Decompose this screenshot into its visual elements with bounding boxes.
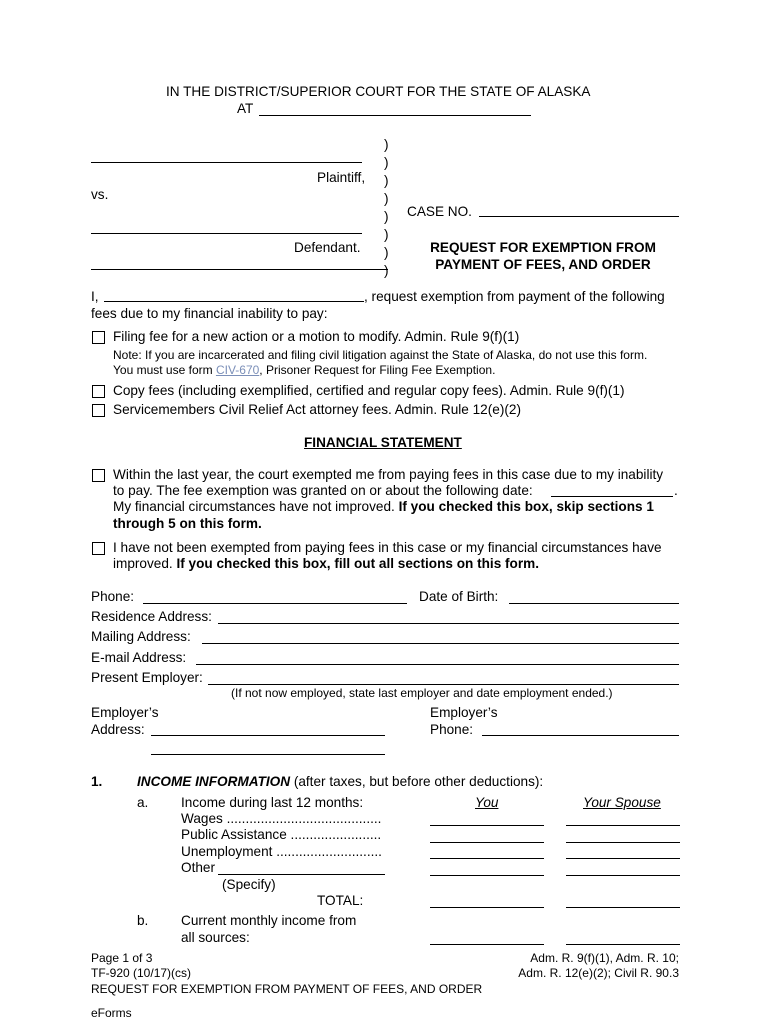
filing-fee-text: Filing fee for a new action or a motion to modify. Admin. Rule 9(f)(1): [113, 329, 520, 344]
phone-field[interactable]: [143, 603, 407, 604]
dob-field[interactable]: [509, 603, 679, 604]
footer-rules-line2: Adm. R. 12(e)(2); Civil R. 90.3: [518, 966, 679, 980]
employer-note: (If not now employed, state last employer and date employment ended.): [231, 686, 613, 700]
public-assistance-spouse-field[interactable]: [566, 842, 680, 843]
monthly-you-field[interactable]: [430, 944, 544, 945]
public-assistance-label: Public Assistance ........................: [181, 827, 382, 842]
dob-label: Date of Birth:: [419, 589, 499, 604]
mailing-label: Mailing Address:: [91, 629, 191, 644]
footer-form-id: TF-920 (10/17)(cs): [91, 966, 192, 980]
location-field[interactable]: [259, 115, 531, 116]
opt1-line2-end: .: [674, 483, 678, 498]
applicant-name-field[interactable]: [104, 301, 364, 302]
section-1-number: 1.: [91, 774, 103, 789]
unemployment-label: Unemployment ............................: [181, 844, 382, 859]
residence-field[interactable]: [218, 623, 679, 624]
civ-670-link[interactable]: CIV-670: [215, 363, 260, 377]
previously-exempted-checkbox[interactable]: [92, 469, 105, 482]
exemption-date-field[interactable]: [551, 496, 673, 497]
servicemembers-checkbox[interactable]: [92, 404, 105, 417]
footer-form-title: REQUEST FOR EXEMPTION FROM PAYMENT OF FEES, AND ORDER: [91, 982, 483, 996]
financial-statement-heading: FINANCIAL STATEMENT: [304, 435, 462, 450]
intro-line2: fees due to my financial inability to pay:: [91, 306, 328, 321]
footer-page: Page 1 of 3: [91, 951, 153, 965]
employer-phone-field[interactable]: [482, 735, 679, 736]
defendant-label: Defendant.: [294, 240, 361, 255]
email-label: E-mail Address:: [91, 650, 187, 665]
court-title: IN THE DISTRICT/SUPERIOR COURT FOR THE STATE OF ALASKA: [166, 84, 591, 99]
vs-label: vs.: [91, 187, 109, 202]
case-no-field[interactable]: [479, 216, 679, 217]
employer-address-field-1[interactable]: [151, 735, 385, 736]
footer-rules-line1: Adm. R. 9(f)(1), Adm. R. 10;: [530, 951, 679, 965]
intro-i-label: I,: [91, 289, 99, 304]
other-specify-field[interactable]: [218, 874, 385, 875]
specify-label: (Specify): [222, 877, 276, 892]
income-a-label: a.: [137, 795, 149, 810]
opt2-line1: I have not been exempted from paying fees in this case or my financial circumstances have: [113, 540, 662, 555]
opt1-line4: through 5 on this form.: [113, 516, 262, 531]
intro-request-text: , request exemption from payment of the following: [364, 289, 665, 304]
employer-address-field-2[interactable]: [151, 754, 385, 755]
total-spouse-field[interactable]: [566, 907, 680, 908]
employers-label-1: Employer’s: [91, 705, 159, 720]
copy-fees-text: Copy fees (including exemplified, certified and regular copy fees). Admin. Rule 9(f)(1): [113, 383, 625, 398]
unemployment-spouse-field[interactable]: [566, 858, 680, 859]
wages-label: Wages .........................................: [181, 811, 382, 826]
opt2-line2: improved. If you checked this box, fill out all sections on this form.: [113, 556, 540, 571]
not-exempted-checkbox[interactable]: [92, 542, 105, 555]
copy-fees-checkbox[interactable]: [92, 385, 105, 398]
unemployment-you-field[interactable]: [430, 858, 544, 859]
income-a-text: Income during last 12 months:: [181, 795, 364, 810]
servicemembers-text: Servicemembers Civil Relief Act attorney fees. Admin. Rule 12(e)(2): [113, 402, 521, 417]
doc-title-line1: REQUEST FOR EXEMPTION FROM: [430, 240, 656, 255]
other-spouse-field[interactable]: [566, 875, 680, 876]
mailing-field[interactable]: [202, 643, 679, 644]
caption-bottom-rule: [91, 269, 388, 270]
employer-phone-label: Phone:: [430, 722, 474, 737]
monthly-spouse-field[interactable]: [566, 944, 680, 945]
case-no-label: CASE NO.: [407, 204, 472, 219]
plaintiff-name-field[interactable]: [91, 162, 362, 163]
other-you-field[interactable]: [430, 875, 544, 876]
wages-spouse-field[interactable]: [566, 825, 680, 826]
opt1-line2: to pay. The fee exemption was granted on or about the following date:: [113, 483, 533, 498]
col-you: You: [475, 795, 499, 810]
plaintiff-label: Plaintiff,: [317, 170, 366, 185]
employer-address-label: Address:: [91, 722, 145, 737]
income-heading: INCOME INFORMATION (after taxes, but before other deductions):: [137, 774, 544, 789]
col-spouse: Your Spouse: [583, 795, 661, 810]
note-line1: Note: If you are incarcerated and filing civil litigation against the State of Alaska, do not use this form.: [113, 348, 648, 362]
filing-fee-checkbox[interactable]: [92, 331, 105, 344]
income-b-label: b.: [137, 913, 149, 928]
opt1-line3: My financial circumstances have not improved. If you checked this box, skip sections 1: [113, 499, 654, 514]
income-b-line1: Current monthly income from: [181, 913, 357, 928]
income-b-line2: all sources:: [181, 930, 250, 945]
doc-title-line2: PAYMENT OF FEES, AND ORDER: [435, 257, 651, 272]
email-field[interactable]: [196, 664, 679, 665]
total-label: TOTAL:: [317, 893, 364, 908]
caption-parens: ) ) ) ) ) ) ) ): [384, 137, 389, 278]
employers-label-2: Employer’s: [430, 705, 498, 720]
employer-label: Present Employer:: [91, 670, 203, 685]
employer-field[interactable]: [208, 684, 679, 685]
opt1-line1: Within the last year, the court exempted me from paying fees in this case due to my inability: [113, 467, 664, 482]
public-assistance-you-field[interactable]: [430, 842, 544, 843]
total-you-field[interactable]: [430, 907, 544, 908]
phone-label: Phone:: [91, 589, 135, 604]
eforms-label: eForms: [91, 1006, 132, 1020]
defendant-name-field[interactable]: [91, 233, 362, 234]
residence-label: Residence Address:: [91, 609, 212, 624]
at-label: AT: [237, 101, 254, 116]
wages-you-field[interactable]: [430, 825, 544, 826]
note-line2: You must use form CIV-670, Prisoner Request for Filing Fee Exemption.: [113, 363, 496, 377]
other-label: Other: [181, 860, 215, 875]
